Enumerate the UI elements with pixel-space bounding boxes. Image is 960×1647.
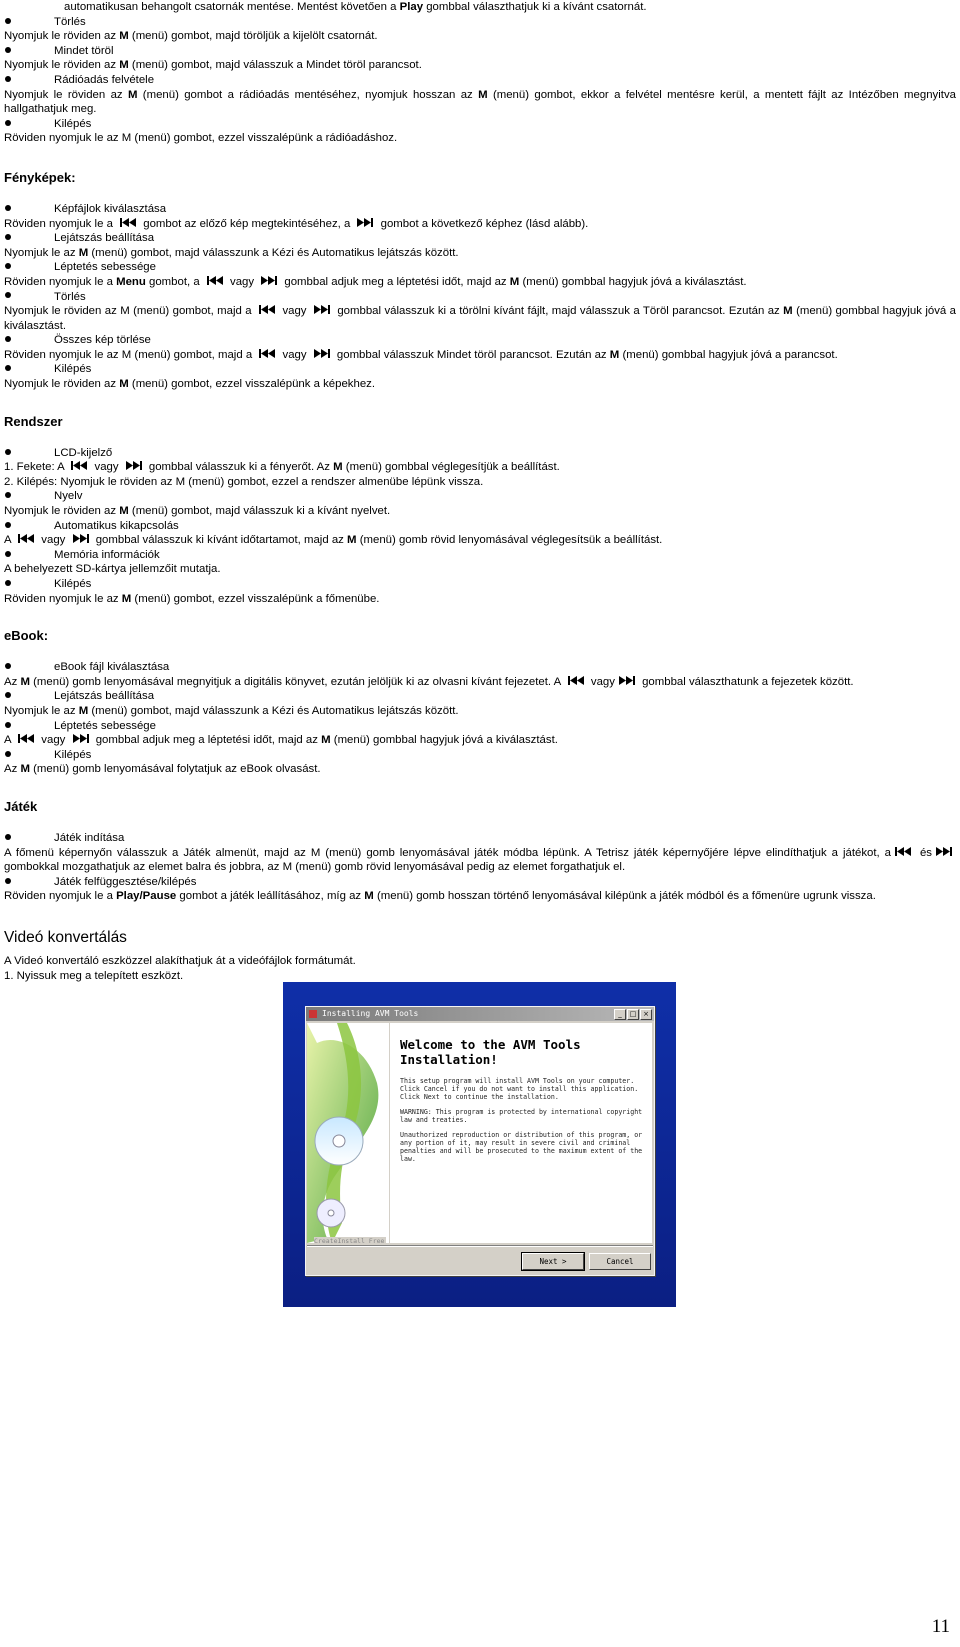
section-heading-system: Rendszer: [4, 413, 63, 429]
previous-track-icon: [566, 675, 586, 686]
paragraph: A behelyezett SD-kártya jellemzőit mutatja.: [4, 563, 221, 576]
bullet-item: eBook fájl kiválasztása: [4, 660, 956, 675]
bullet-item: Kilépés: [4, 362, 956, 377]
paragraph: Az M (menü) gomb lenyomásával megnyitjuk a digitális könyvet, ezután jelöljük ki az olvasni kívánt fejezetet. A vagy gombbal választhatunk a fejezetek között.: [4, 675, 854, 688]
installer-brand: CreateInstall Free: [314, 1237, 385, 1245]
paragraph: 1. Fekete: A vagy gombbal válasszuk ki a fényerőt. Az M (menü) gombbal véglegesítjük a beállítást.: [4, 461, 560, 474]
next-track-icon: [312, 304, 332, 315]
window-title: Installing AVM Tools: [322, 1009, 419, 1018]
bullet-icon: [5, 663, 11, 669]
radio-save-continuation: automatikusan behangolt csatornák mentése. Mentést követően a Play gombbal választhatjuk ki a kívánt csatornát.: [64, 1, 647, 13]
cd-swoosh-icon: [307, 1023, 389, 1243]
close-icon[interactable]: ×: [640, 1009, 652, 1020]
section-heading-video: Videó konvertálás: [4, 928, 127, 946]
cancel-button[interactable]: Cancel: [589, 1253, 651, 1270]
previous-track-icon: [893, 846, 913, 857]
next-track-icon: [934, 846, 954, 857]
bullet-icon: [5, 492, 11, 498]
paragraph: 1. Nyissuk meg a telepített eszközt.: [4, 969, 184, 982]
section-heading-photos: Fényképek:: [4, 169, 76, 185]
paragraph: Nyomjuk le röviden az M (menü) gombot, majd a vagy gombbal válasszuk ki a törölni kívánt fájlt, majd válasszuk a Töröl parancsot. Ezután az M (menü) gombbal hagyjuk jóvá a kiválasztást.: [4, 305, 956, 332]
next-track-icon: [71, 733, 91, 744]
welcome-title: Welcome to the AVM Tools Installation!: [400, 1037, 581, 1067]
section-heading-ebook: eBook:: [4, 628, 49, 644]
installer-window: [305, 1006, 655, 1276]
bullet-icon: [5, 76, 11, 82]
next-track-icon: [124, 460, 144, 471]
next-track-icon: [617, 675, 637, 686]
bullet-icon: [5, 580, 11, 586]
next-track-icon: [312, 348, 332, 359]
previous-track-icon: [257, 304, 277, 315]
installer-screenshot: [283, 982, 676, 1307]
page-number: 11: [931, 1616, 950, 1637]
installer-warning: WARNING: This program is protected by international copyright law and treaties.: [400, 1108, 643, 1124]
next-button[interactable]: Next >: [522, 1253, 584, 1270]
previous-track-icon: [257, 348, 277, 359]
next-track-icon: [71, 533, 91, 544]
maximize-icon[interactable]: □: [627, 1009, 639, 1020]
app-icon: [309, 1010, 317, 1018]
paragraph: A Videó konvertáló eszközzel alakíthatjuk át a videófájlok formátumát.: [4, 954, 356, 967]
bullet-item: Törlés: [4, 15, 956, 30]
previous-track-icon: [205, 275, 225, 286]
bullet-item: Összes kép törlése: [4, 333, 956, 348]
bullet-icon: [5, 292, 11, 298]
bullet-icon: [5, 205, 11, 211]
paragraph: Röviden nyomjuk le az M (menü) gombot, ezzel visszalépünk a főmenübe.: [4, 592, 380, 605]
paragraph: 2. Kilépés: Nyomjuk le röviden az M (menü) gombot, ezzel a rendszer almenübe lépünk vissza.: [4, 475, 484, 488]
bullet-item: Léptetés sebessége: [4, 260, 956, 275]
document-page: [4, 0, 956, 983]
bullet-icon: [5, 365, 11, 371]
bullet-item: Rádióadás felvétele: [4, 73, 956, 88]
bullet-icon: [5, 751, 11, 757]
bullet-icon: [5, 449, 11, 455]
bullet-icon: [5, 692, 11, 698]
bullet-icon: [5, 878, 11, 884]
paragraph: A vagy gombbal adjuk meg a léptetési időt, majd az M (menü) gombbal hagyjuk jóvá a kiválasztást.: [4, 734, 558, 747]
bullet-item: Memória információk: [4, 548, 956, 563]
bullet-item: Kilépés: [4, 577, 956, 592]
bullet-item: Képfájlok kiválasztása: [4, 202, 956, 217]
paragraph: Az M (menü) gomb lenyomásával folytatjuk az eBook olvasást.: [4, 763, 321, 776]
previous-track-icon: [69, 460, 89, 471]
bullet-icon: [5, 234, 11, 240]
window-controls: [614, 1009, 652, 1020]
paragraph: Röviden nyomjuk le az M (menü) gombot, majd a vagy gombbal válasszuk Mindet töröl parancsot. Ezután az M (menü) gombbal hagyjuk jóvá a parancsot.: [4, 348, 838, 361]
bullet-item: Játék indítása: [4, 831, 956, 846]
minimize-icon[interactable]: _: [614, 1009, 626, 1020]
bullet-icon: [5, 722, 11, 728]
paragraph: Nyomjuk le röviden az M (menü) gombot a rádióadás mentéséhez, nyomjuk hosszan az M (menü) gombot, ekkor a felvétel mentésre kerül, a mentett fájlt az Intézőben megnyitva hallgathatjuk meg.: [4, 88, 956, 116]
bullet-icon: [5, 522, 11, 528]
window-titlebar: [306, 1007, 654, 1021]
previous-track-icon: [118, 217, 138, 228]
next-track-icon: [355, 217, 375, 228]
bullet-icon: [5, 120, 11, 126]
bullet-item: Automatikus kikapcsolás: [4, 519, 956, 534]
bullet-item: Lejátszás beállítása: [4, 231, 956, 246]
paragraph: A vagy gombbal válasszuk ki kívánt időtartamot, majd az M (menü) gomb rövid lenyomásával véglegesítsük a beállítást.: [4, 534, 663, 547]
bullet-icon: [5, 47, 11, 53]
previous-track-icon: [16, 533, 36, 544]
bullet-item: Kilépés: [4, 117, 956, 132]
paragraph: Nyomjuk le röviden az M (menü) gombot, majd válasszuk a Mindet töröl parancsot.: [4, 59, 422, 72]
bullet-item: Léptetés sebessége: [4, 719, 956, 734]
paragraph: A főmenü képernyőn válasszuk a Játék almenüt, majd az M (menü) gomb lenyomásával játék módba lépünk. A Tetrisz játék képernyőjére lépve elindíthatjuk a játékot, a és gombokkal mozgathatjuk az elemet balra és jobbra, az M (menü) gomb rövid lenyomásával pedig az elemet forgathatjuk el.: [4, 846, 956, 875]
paragraph: Nyomjuk le röviden az M (menü) gombot, majd töröljük a kijelölt csatornát.: [4, 30, 378, 43]
bullet-icon: [5, 18, 11, 24]
bullet-icon: [5, 263, 11, 269]
bullet-item: Mindet töröl: [4, 44, 956, 59]
bullet-item: Játék felfüggesztése/kilépés: [4, 875, 956, 890]
paragraph: Röviden nyomjuk le az M (menü) gombot, ezzel visszalépünk a rádióadáshoz.: [4, 132, 398, 145]
next-track-icon: [259, 275, 279, 286]
paragraph: Nyomjuk le az M (menü) gombot, majd válasszunk a Kézi és Automatikus lejátszás között.: [4, 704, 459, 717]
divider: [307, 1245, 653, 1247]
installer-side-graphic: [307, 1023, 389, 1243]
installer-legal: Unauthorized reproduction or distribution of this program, or any portion of it, may result in severe civil and criminal penalties and will be prosecuted to the maximum extent of the law.: [400, 1131, 643, 1163]
bullet-item: Kilépés: [4, 748, 956, 763]
paragraph: Nyomjuk le röviden az M (menü) gombot, ezzel visszalépünk a képekhez.: [4, 378, 376, 391]
bullet-icon: [5, 551, 11, 557]
paragraph: Nyomjuk le röviden az M (menü) gombot, majd válasszuk ki a kívánt nyelvet.: [4, 505, 391, 518]
bullet-item: Törlés: [4, 290, 956, 305]
bullet-icon: [5, 336, 11, 342]
section-heading-game: Játék: [4, 798, 38, 814]
previous-track-icon: [16, 733, 36, 744]
paragraph: Röviden nyomjuk le a Menu gombot, a vagy gombbal adjuk meg a léptetési időt, majd az M (menü) gombbal hagyjuk jóvá a kiválasztást.: [4, 275, 747, 288]
bullet-item: LCD-kijelző: [4, 446, 956, 461]
bullet-item: Nyelv: [4, 489, 956, 504]
installer-content: [390, 1023, 652, 1243]
installer-text: This setup program will install AVM Tools on your computer. Click Cancel if you do not want to install this application. Click Next to continue the installation.: [400, 1077, 639, 1101]
paragraph: Nyomjuk le az M (menü) gombot, majd válasszunk a Kézi és Automatikus lejátszás között.: [4, 246, 459, 259]
paragraph: Röviden nyomjuk le a gombot az előző kép megtekintéséhez, a gombot a következő képhez (lásd alább).: [4, 217, 589, 230]
paragraph: Röviden nyomjuk le a Play/Pause gombot a játék leállításához, míg az M (menü) gomb hosszan történő lenyomásával kilépünk a játék módból és a főmenüre ugrunk vissza.: [4, 890, 876, 903]
bullet-item: Lejátszás beállítása: [4, 689, 956, 704]
bullet-icon: [5, 834, 11, 840]
